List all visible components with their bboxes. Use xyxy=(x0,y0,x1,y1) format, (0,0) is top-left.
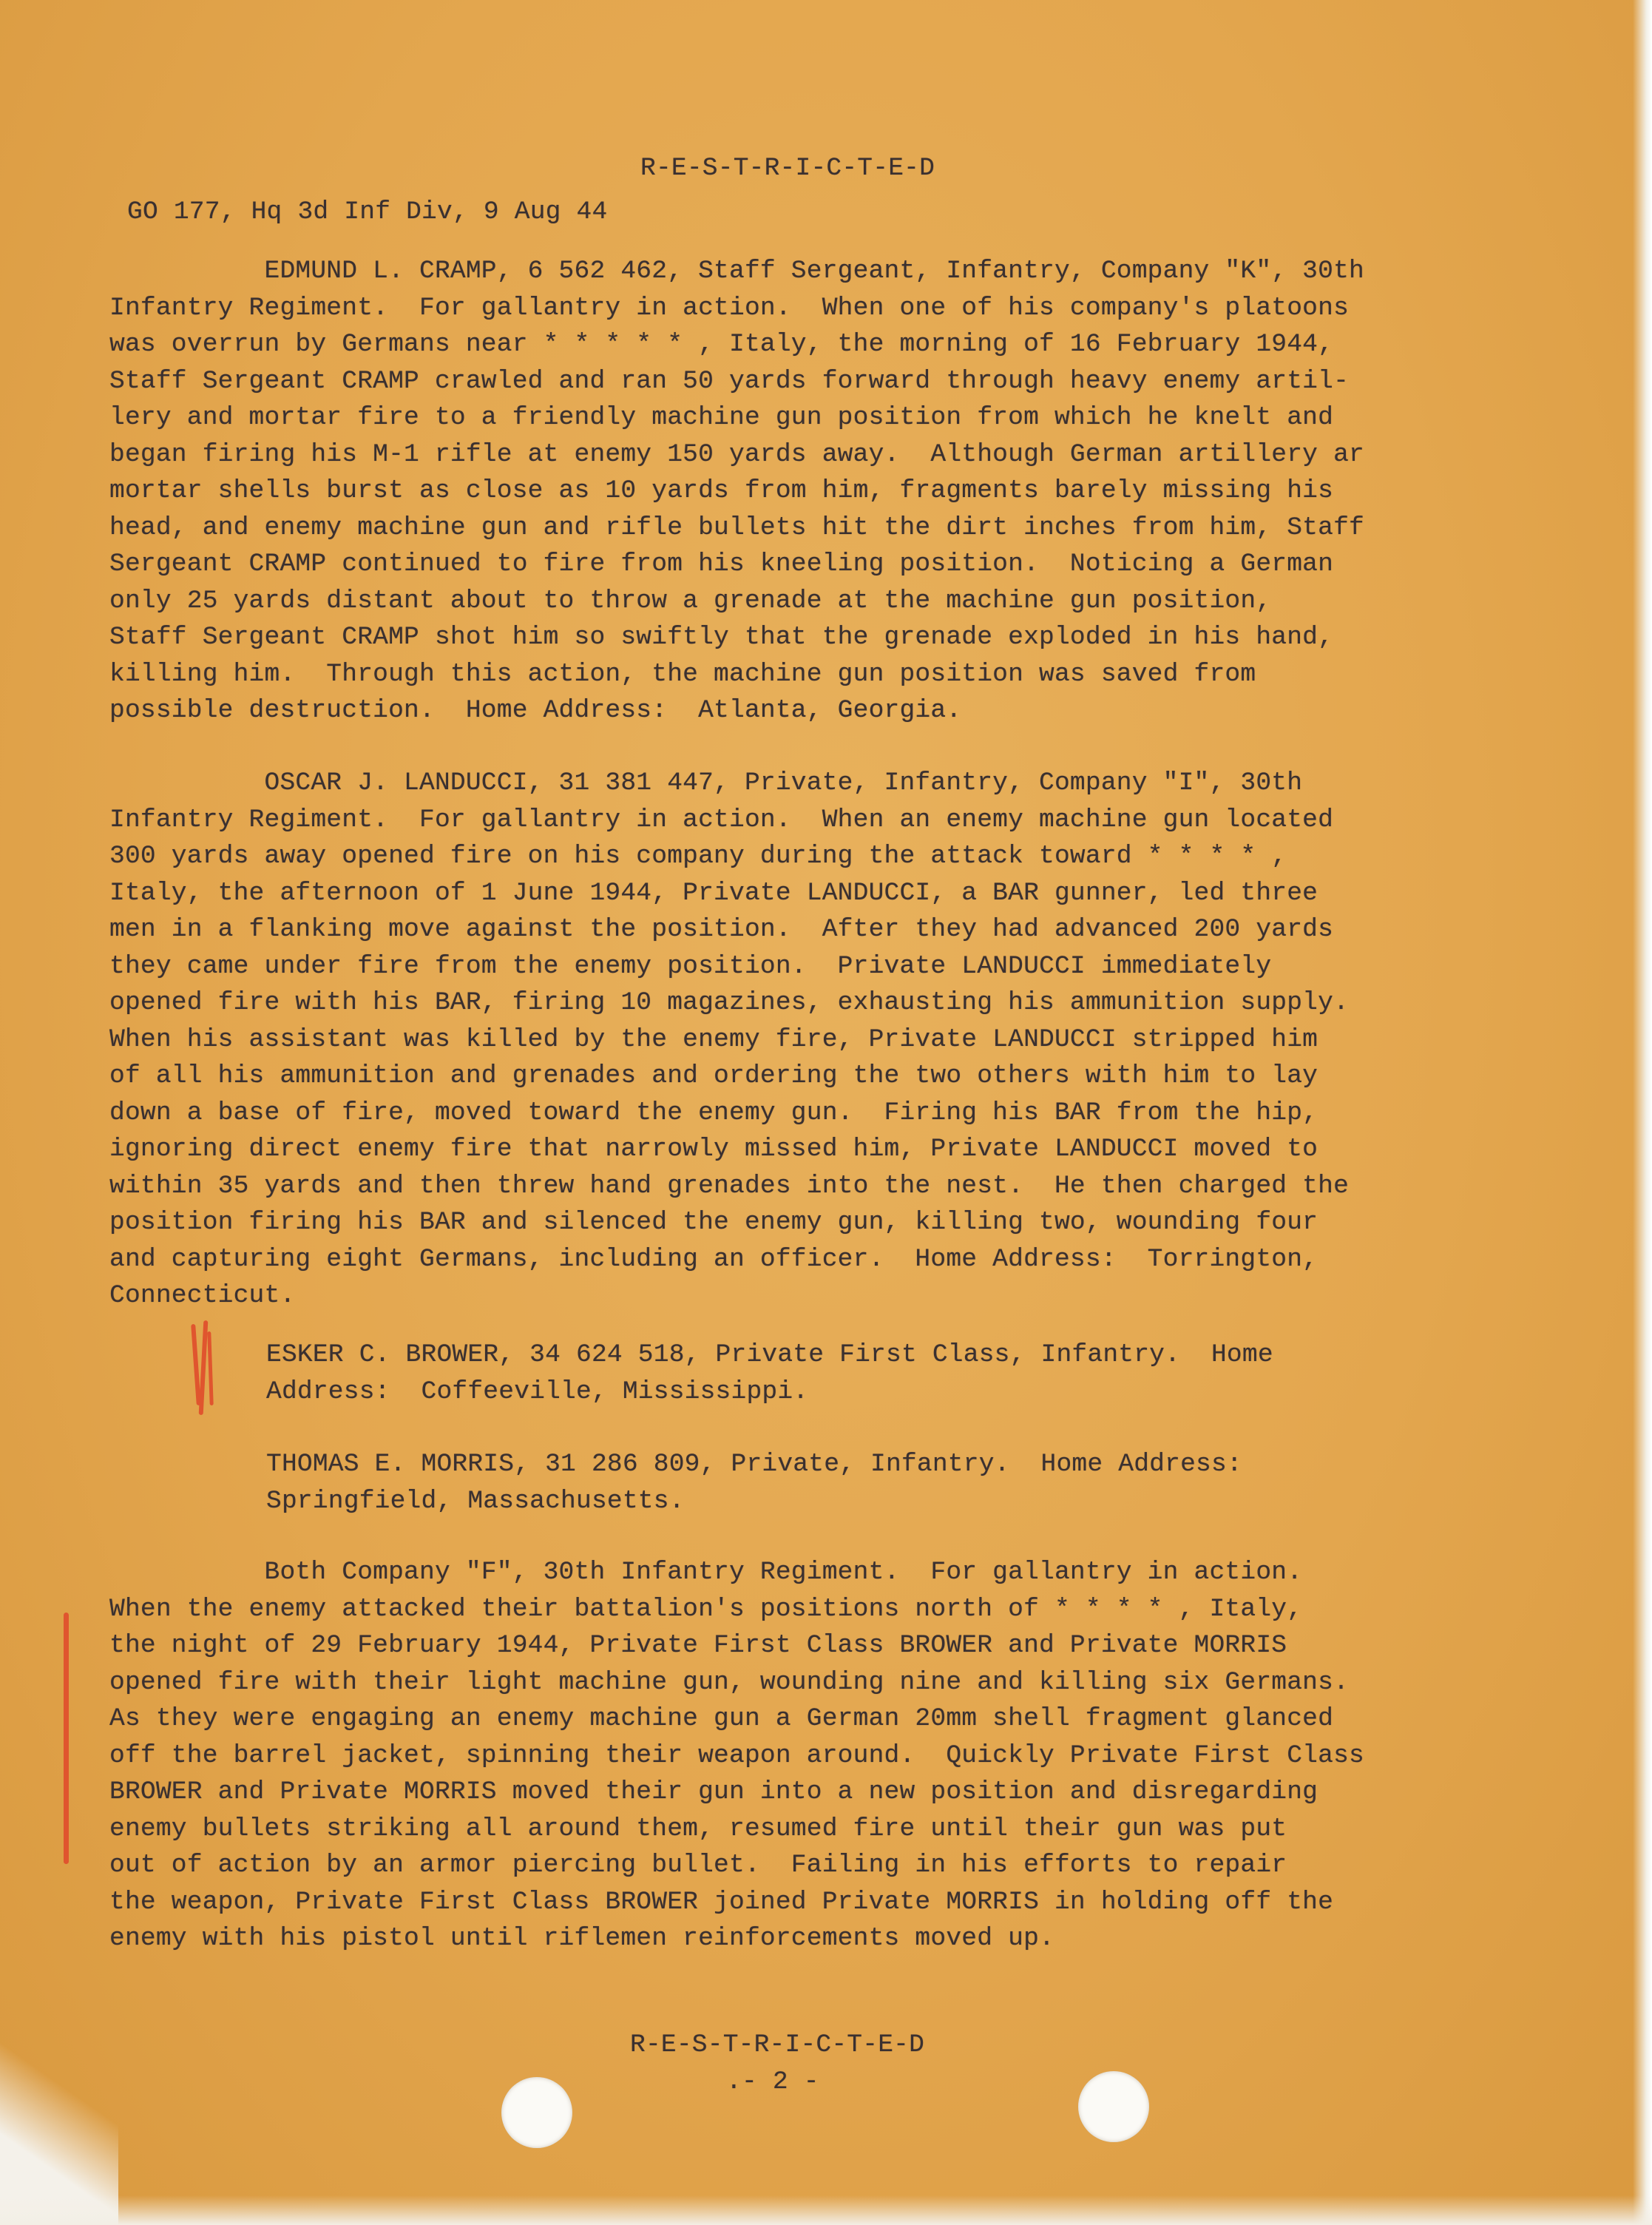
restricted-footer: R-E-S-T-R-I-C-T-E-D xyxy=(630,2030,925,2059)
text-line: position firing his BAR and silenced the enemy gun, killing two, wounding four xyxy=(109,1208,1318,1237)
text-line: EDMUND L. CRAMP, 6 562 462, Staff Sergeant, Infantry, Company "K", 30th xyxy=(109,257,1364,286)
citation-cramp xyxy=(109,253,1364,729)
text-line: Sergeant CRAMP continued to fire from his kneeling position. Noticing a German xyxy=(109,550,1334,578)
paper-corner xyxy=(0,2003,118,2225)
red-pencil-margin-line xyxy=(64,1613,69,1864)
paper-bottom-edge xyxy=(0,2195,1652,2225)
text-line: Staff Sergeant CRAMP shot him so swiftly that the grenade exploded in his hand, xyxy=(109,623,1334,652)
text-line: THOMAS E. MORRIS, 31 286 809, Private, Infantry. Home Address: xyxy=(266,1450,1242,1479)
restricted-header: R-E-S-T-R-I-C-T-E-D xyxy=(640,154,935,183)
text-line: within 35 yards and then threw hand grenades into the nest. He then charged the xyxy=(109,1171,1350,1201)
text-line: the weapon, Private First Class BROWER joined Private MORRIS in holding off the xyxy=(109,1887,1334,1917)
citation-landucci xyxy=(109,765,1349,1314)
text-line: As they were engaging an enemy machine gun a German 20mm shell fragment glanced xyxy=(109,1704,1334,1733)
text-line: down a base of fire, moved toward the enemy gun. Firing his BAR from the hip, xyxy=(109,1098,1318,1127)
text-line: Infantry Regiment. For gallantry in action. When an enemy machine gun located xyxy=(109,805,1334,834)
text-line: Springfield, Massachusetts. xyxy=(266,1486,685,1516)
text-line: men in a flanking move against the position. After they had advanced 200 yards xyxy=(109,915,1334,944)
citation-morris xyxy=(266,1446,1242,1519)
text-line: they came under fire from the enemy position. Private LANDUCCI immediately xyxy=(109,951,1272,981)
text-line: enemy with his pistol until riflemen reinforcements moved up. xyxy=(109,1924,1054,1953)
text-line: the night of 29 February 1944, Private First Class BROWER and Private MORRIS xyxy=(109,1631,1287,1660)
text-line: Infantry Regiment. For gallantry in action. When one of his company's platoons xyxy=(109,293,1350,323)
text-line: Both Company "F", 30th Infantry Regiment. For gallantry in action. xyxy=(109,1558,1303,1587)
text-line: 300 yards away opened fire on his company during the attack toward * * * * , xyxy=(109,842,1287,871)
text-line: killing him. Through this action, the machine gun position was saved from xyxy=(109,659,1256,689)
text-line: BROWER and Private MORRIS moved their gun into a new position and disregarding xyxy=(109,1777,1318,1806)
citation-brower xyxy=(266,1337,1273,1410)
text-line: enemy bullets striking all around them, resumed fire until their gun was put xyxy=(109,1814,1287,1843)
text-line: Italy, the afternoon of 1 June 1944, Private LANDUCCI, a BAR gunner, led three xyxy=(109,878,1318,908)
punch-hole xyxy=(1078,2071,1149,2142)
text-line: and capturing eight Germans, including an officer. Home Address: Torrington, xyxy=(109,1244,1318,1274)
text-line: began firing his M-1 rifle at enemy 150 yards away. Although German artillery ar xyxy=(109,439,1364,469)
paper-edge xyxy=(1633,0,1652,2225)
general-order-line: GO 177, Hq 3d Inf Div, 9 Aug 44 xyxy=(127,197,608,226)
text-line: Connecticut. xyxy=(109,1281,296,1310)
text-line: mortar shells burst as close as 10 yards from him, fragments barely missing his xyxy=(109,476,1334,505)
text-line: Staff Sergeant CRAMP crawled and ran 50 yards forward through heavy enemy artil- xyxy=(109,366,1350,396)
punch-hole xyxy=(501,2077,572,2148)
text-line: opened fire with their light machine gun, wounding nine and killing six Germans. xyxy=(109,1667,1350,1697)
page-number: .- 2 - xyxy=(726,2067,819,2096)
text-line: Address: Coffeeville, Mississippi. xyxy=(266,1377,809,1406)
text-line: out of action by an armor piercing bullet. Failing in his efforts to repair xyxy=(109,1851,1287,1880)
text-line: lery and mortar fire to a friendly machine gun position from which he knelt and xyxy=(109,403,1334,432)
text-line: off the barrel jacket, spinning their weapon around. Quickly Private First Class xyxy=(109,1741,1364,1770)
text-line: When his assistant was killed by the enemy fire, Private LANDUCCI stripped him xyxy=(109,1024,1318,1054)
text-line: only 25 yards distant about to throw a grenade at the machine gun position, xyxy=(109,586,1272,615)
text-line: ESKER C. BROWER, 34 624 518, Private First Class, Infantry. Home xyxy=(266,1340,1273,1369)
text-line: head, and enemy machine gun and rifle bullets hit the dirt inches from him, Staff xyxy=(109,513,1364,542)
text-line: When the enemy attacked their battalion's positions north of * * * * , Italy, xyxy=(109,1594,1303,1624)
text-line: opened fire with his BAR, firing 10 magazines, exhausting his ammunition supply. xyxy=(109,988,1350,1017)
text-line: was overrun by Germans near * * * * * , Italy, the morning of 16 February 1944, xyxy=(109,330,1334,359)
citation-brower-morris-joint xyxy=(109,1554,1364,1957)
text-line: of all his ammunition and grenades and ordering the two others with him to lay xyxy=(109,1061,1318,1090)
text-line: ignoring direct enemy fire that narrowly missed him, Private LANDUCCI moved to xyxy=(109,1135,1318,1164)
text-line: OSCAR J. LANDUCCI, 31 381 447, Private, Infantry, Company "I", 30th xyxy=(109,769,1303,797)
text-line: possible destruction. Home Address: Atlanta, Georgia. xyxy=(109,696,962,725)
